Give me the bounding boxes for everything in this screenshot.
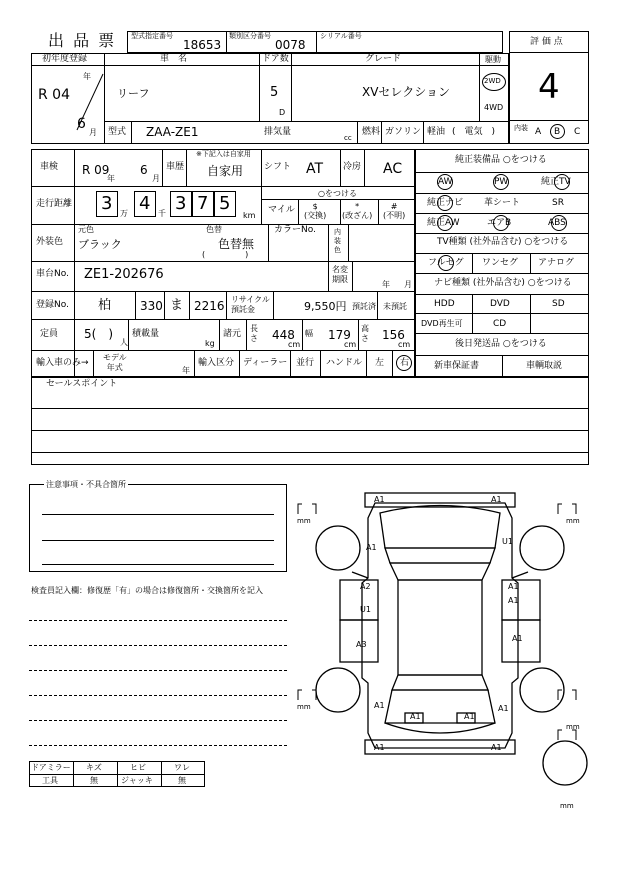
tire-unit-rear-right: mm <box>566 723 580 731</box>
type-cert-label: 型式指定番号 <box>131 32 173 40</box>
drive-2wd: 2WD <box>484 77 501 85</box>
mileage-digit-3: 3 <box>175 193 187 214</box>
drive-4wd: 4WD <box>484 103 504 112</box>
color-label: 外装色 <box>36 237 64 247</box>
mileage-digit-1: 3 <box>101 193 113 214</box>
car-name-value: リーフ <box>117 87 150 100</box>
length-label: 長 さ <box>250 324 258 343</box>
handle-left: 左 <box>375 358 385 368</box>
height-value: 156 <box>382 328 405 342</box>
width-value: 179 <box>328 328 351 342</box>
mileage-digit-2: 4 <box>139 193 151 214</box>
color-no-label: カラーNo. <box>274 225 316 235</box>
caution-title: 注意事項・不具合箇所 <box>46 480 126 489</box>
width-label: 幅 <box>305 329 313 338</box>
plate-number: 2216 <box>194 299 225 313</box>
tools-row-2: ジャッキ <box>121 776 153 785</box>
interior-c: C <box>574 127 581 137</box>
mileage-tamper: * (改ざん) <box>342 202 373 220</box>
mileage-digit-5: 5 <box>219 193 231 214</box>
sales-point-label: セールスポイント <box>46 379 118 389</box>
load-label: 積載量 <box>132 329 160 339</box>
mark-right-rear-door: A1 <box>512 634 523 643</box>
mileage-label: 走行距離 <box>36 199 73 209</box>
tools-row-0: 工具 <box>42 776 58 785</box>
name-change-label: 名変 期限 <box>332 265 348 284</box>
doors-type: D <box>279 108 286 117</box>
grade-value: XVセレクション <box>362 85 450 99</box>
interior-label: 内装 <box>514 124 528 132</box>
tools-row-1: 無 <box>90 776 98 785</box>
equip-pw: PW <box>494 177 509 187</box>
category-value: 0078 <box>275 38 306 52</box>
interior-a: A <box>535 127 542 137</box>
model-label: 型式 <box>108 127 127 137</box>
displacement-unit: cc <box>344 134 352 142</box>
mark-left-front-door-u: U1 <box>360 605 371 614</box>
plate-kana: ま <box>170 298 184 313</box>
tv-fullseg: フルセグ <box>428 258 464 268</box>
inspection-era: R 09 <box>82 163 110 177</box>
recycle-label: リサイクル 預託金 <box>231 295 270 314</box>
shift-value: AT <box>306 161 324 177</box>
capacity-value: 5( ) <box>84 327 113 341</box>
capacity-unit: 人 <box>120 338 128 347</box>
tire-unit-rear-left: mm <box>297 703 311 711</box>
tools-header-2: ヒビ <box>130 763 146 772</box>
equip-sr: SR <box>552 198 564 208</box>
length-value: 448 <box>272 328 295 342</box>
equip-leather: 革シート <box>484 198 521 208</box>
type-cert-value: 18653 <box>183 38 222 52</box>
tools-header-3: ワレ <box>174 763 190 772</box>
plate-class: 330 <box>140 299 163 313</box>
recycle-amount: 9,550円 <box>304 300 347 313</box>
score-label: 評 価 点 <box>530 37 563 47</box>
first-reg-label: 初年度登録 <box>42 54 88 64</box>
recycle-not: 未預託 <box>383 302 407 311</box>
tire-unit-spare: mm <box>560 802 574 810</box>
import-parallel: 並行 <box>296 358 315 368</box>
mark-front-left-fender: A1 <box>366 543 377 552</box>
later-manual: 車輌取説 <box>526 361 563 371</box>
navi-dvd-player: DVD再生可 <box>421 319 463 328</box>
height-unit: cm <box>398 340 411 349</box>
mileage-sen: 千 <box>158 209 166 218</box>
mileage-mile: マイル <box>268 205 295 215</box>
inspection-label: 車検 <box>40 162 59 172</box>
doors-value: 5 <box>270 85 279 100</box>
mark-right-front-door-a2: A1 <box>508 596 519 605</box>
mark-rear-right-fender: A1 <box>498 704 509 713</box>
mark-front-left: A1 <box>374 495 385 504</box>
chassis-no: ZE1-202676 <box>84 267 164 282</box>
mileage-man: 万 <box>120 209 128 218</box>
tools-header-1: キズ <box>86 763 102 772</box>
mark-rear-right-a: A1 <box>464 712 475 721</box>
equip-tv-genuine: 純正TV <box>541 177 571 187</box>
tv-title: TV種類 (社外品含む) ○をつける <box>437 237 569 247</box>
mark-left-front-door-a: A2 <box>360 582 371 591</box>
mark-rear-bumper-right: A1 <box>491 743 502 752</box>
car-name-label: 車 名 <box>160 54 188 64</box>
inspector-title: 検査員記入欄：修復歴「有」の場合は修復箇所・交換箇所を記入 <box>31 586 263 595</box>
orig-color-value: ブラック <box>78 238 122 251</box>
navi-dvd: DVD <box>490 299 510 309</box>
navi-sd: SD <box>552 299 565 309</box>
usage-value: 自家用 <box>207 164 244 178</box>
tire-unit-front-right: mm <box>566 517 580 525</box>
dims-label: 諸元 <box>223 329 242 339</box>
color-paren: ( ) <box>202 250 249 259</box>
model-year-unit: 年 <box>182 366 190 375</box>
first-reg-year-unit: 年 <box>83 72 91 81</box>
car-damage-diagram <box>290 468 590 808</box>
equip-navi-genuine: 純正ナビ <box>427 198 464 208</box>
mark-rear-left-a: A1 <box>410 712 421 721</box>
score-value: 4 <box>538 67 560 107</box>
chassis-label: 車台No. <box>36 269 69 279</box>
genuine-title: 純正装備品 ○をつける <box>455 155 547 165</box>
later-warranty: 新車保証書 <box>434 361 480 371</box>
mileage-unit: km <box>243 211 256 220</box>
tv-analog: アナログ <box>538 258 575 268</box>
inspection-month-unit: 月 <box>152 174 160 183</box>
document-title: 出 品 票 <box>48 31 117 50</box>
plate-region: 柏 <box>98 298 112 313</box>
shift-label: シフト <box>264 162 292 172</box>
equip-genuine-aw: 純正AW <box>427 218 460 228</box>
first-reg-month: 6 <box>77 116 86 132</box>
category-label: 類別区分番号 <box>229 32 271 40</box>
fuel-diesel: 軽油 <box>427 127 446 137</box>
mark-front-right-fender: U1 <box>502 537 513 546</box>
navi-cd: CD <box>493 319 507 329</box>
handle-right: 右 <box>400 358 410 368</box>
mileage-digit-4: 7 <box>197 193 209 214</box>
inspection-year-unit: 年 <box>107 174 115 183</box>
first-reg-era: R 04 <box>38 87 70 103</box>
import-label: 輸入車のみ→ <box>36 358 89 368</box>
orig-color-label: 元色 <box>78 225 94 234</box>
mileage-exchange: $ (交換) <box>304 202 327 220</box>
width-unit: cm <box>344 340 357 349</box>
model-year-label: モデル 年式 <box>103 353 127 372</box>
navi-title: ナビ種類 (社外品含む) ○をつける <box>434 278 572 288</box>
mark-left-rear-door: A3 <box>356 640 367 649</box>
displacement-label: 排気量 <box>264 127 292 137</box>
tools-row-3: 無 <box>178 776 186 785</box>
length-unit: cm <box>288 340 301 349</box>
ac-label: 冷房 <box>343 162 362 172</box>
name-change-month: 月 <box>404 280 412 289</box>
tv-oneseg: ワンセグ <box>482 258 519 268</box>
fuel-label: 燃料 <box>362 127 381 137</box>
mileage-unknown: # (不明) <box>383 202 406 220</box>
mark-rear-bumper-left: A1 <box>374 743 385 752</box>
mark-front-right: A1 <box>491 495 502 504</box>
navi-hdd: HDD <box>434 299 455 309</box>
color-change-label: 色替 <box>206 225 222 234</box>
model-value: ZAA-ZE1 <box>146 125 199 139</box>
drive-label: 駆動 <box>485 55 501 64</box>
color-change-value: 色替無 <box>218 237 255 251</box>
usage-note: ※下記入は自家用 <box>196 150 251 158</box>
fuel-other: ( 電気 ) <box>452 127 496 137</box>
handle-label: ハンドル <box>326 358 363 368</box>
later-title: 後日発送品 ○をつける <box>455 339 547 349</box>
import-cat-label: 輸入区分 <box>198 358 235 368</box>
serial-label: シリアル番号 <box>320 32 362 40</box>
caution-box <box>29 484 287 572</box>
first-reg-month-unit: 月 <box>89 128 97 137</box>
capacity-label: 定員 <box>40 329 59 339</box>
mileage-check-note: ○をつける <box>318 189 357 198</box>
equip-abs: ABS <box>548 218 566 228</box>
tools-header-0: ドアミラー <box>31 763 71 772</box>
inspection-month: 6 <box>140 163 148 177</box>
interior-b: B <box>554 127 561 137</box>
usage-label: 車歴 <box>166 162 185 172</box>
plate-label: 登録No. <box>36 300 69 310</box>
doors-label: ドア数 <box>262 54 289 64</box>
recycle-deposited: 預託済 <box>352 302 376 311</box>
mark-rear-left-fender: A1 <box>374 701 385 710</box>
load-unit: kg <box>205 339 215 348</box>
height-label: 高 さ <box>361 324 369 343</box>
equip-airbag: エアB <box>487 218 512 228</box>
equip-aw: AW <box>438 177 453 187</box>
interior-color-label: 内 装 色 <box>334 228 341 254</box>
import-dealer: ディーラー <box>243 358 288 368</box>
mark-right-front-door-a1: A1 <box>508 582 519 591</box>
name-change-year: 年 <box>382 280 390 289</box>
fuel-gasoline: ガソリン <box>385 127 422 137</box>
ac-value: AC <box>383 161 403 177</box>
tire-unit-front-left: mm <box>297 517 311 525</box>
grade-label: グレード <box>365 54 402 64</box>
